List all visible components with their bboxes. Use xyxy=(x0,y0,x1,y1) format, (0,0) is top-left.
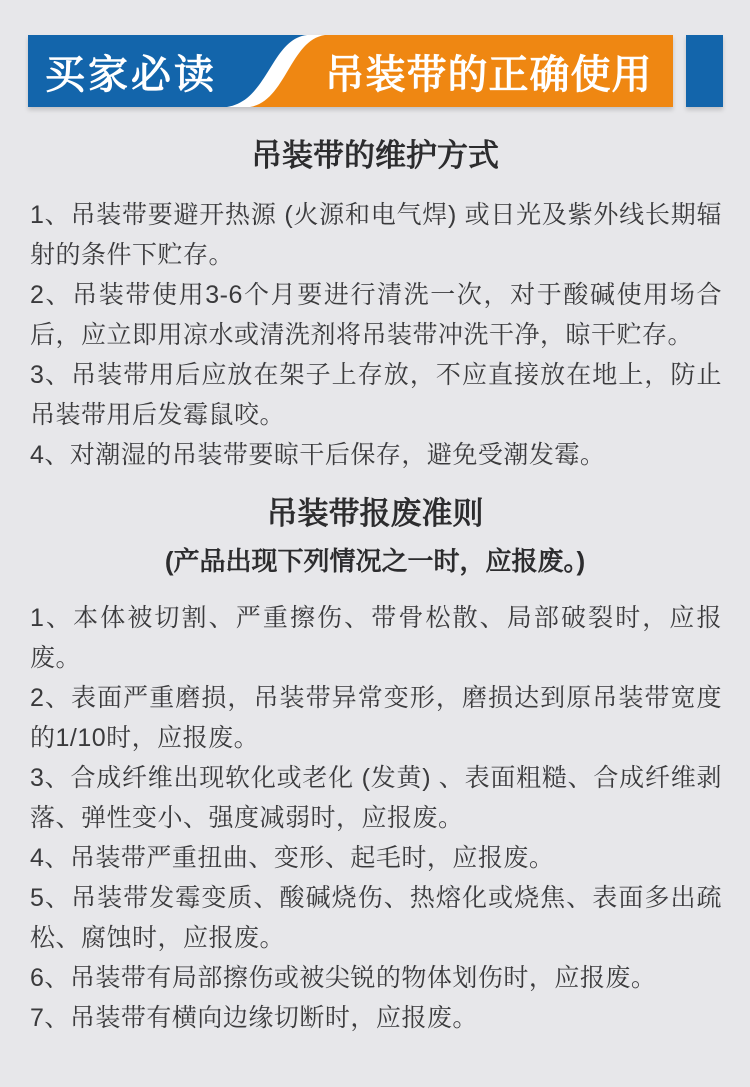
list-item: 1、本体被切割、严重擦伤、带骨松散、局部破裂时，应报废。 xyxy=(30,604,722,672)
list-item: 4、对潮湿的吊装带要晾干后保存，避免受潮发霉。 xyxy=(30,441,606,469)
list-item: 6、吊装带有局部擦伤或被尖锐的物体划伤时，应报废。 xyxy=(30,964,657,992)
scrap-section-title: 吊装带报废准则 xyxy=(266,496,484,531)
maintenance-list xyxy=(0,195,750,475)
list-item: 5、吊装带发霉变质、酸碱烧伤、热熔化或烧焦、表面多出疏松、腐蚀时，应报废。 xyxy=(30,884,722,952)
scrap-section-subtitle: (产品出现下列情况之一时，应报废。) xyxy=(164,546,586,576)
list-item: 4、吊装带严重扭曲、变形、起毛时，应报废。 xyxy=(30,844,555,872)
header-banner xyxy=(28,35,723,107)
list-item: 3、合成纤维出现软化或老化 (发黄) 、表面粗糙、合成纤维剥落、弹性变小、强度减弱时，应报废。 xyxy=(30,764,722,832)
maintenance-section-title: 吊装带的维护方式 xyxy=(251,138,499,173)
banner-left-label: 买家必读 xyxy=(45,52,217,97)
scrap-list xyxy=(0,598,750,1038)
list-item: 1、吊装带要避开热源 (火源和电气焊) 或日光及紫外线长期辐射的条件下贮存。 xyxy=(30,201,722,269)
banner-right-label: 吊装带的正确使用 xyxy=(324,52,653,97)
list-item: 3、吊装带用后应放在架子上存放，不应直接放在地上，防止吊装带用后发霉鼠咬。 xyxy=(30,361,722,429)
list-item: 2、吊装带使用3-6个月要进行清洗一次，对于酸碱使用场合后，应立即用凉水或清洗剂将吊装带冲洗干净，晾干贮存。 xyxy=(30,281,722,349)
banner-end-block xyxy=(686,35,723,107)
list-item: 2、表面严重磨损，吊装带异常变形，磨损达到原吊装带宽度的1/10时，应报废。 xyxy=(30,684,722,752)
list-item: 7、吊装带有横向边缘切断时，应报废。 xyxy=(30,1004,478,1032)
